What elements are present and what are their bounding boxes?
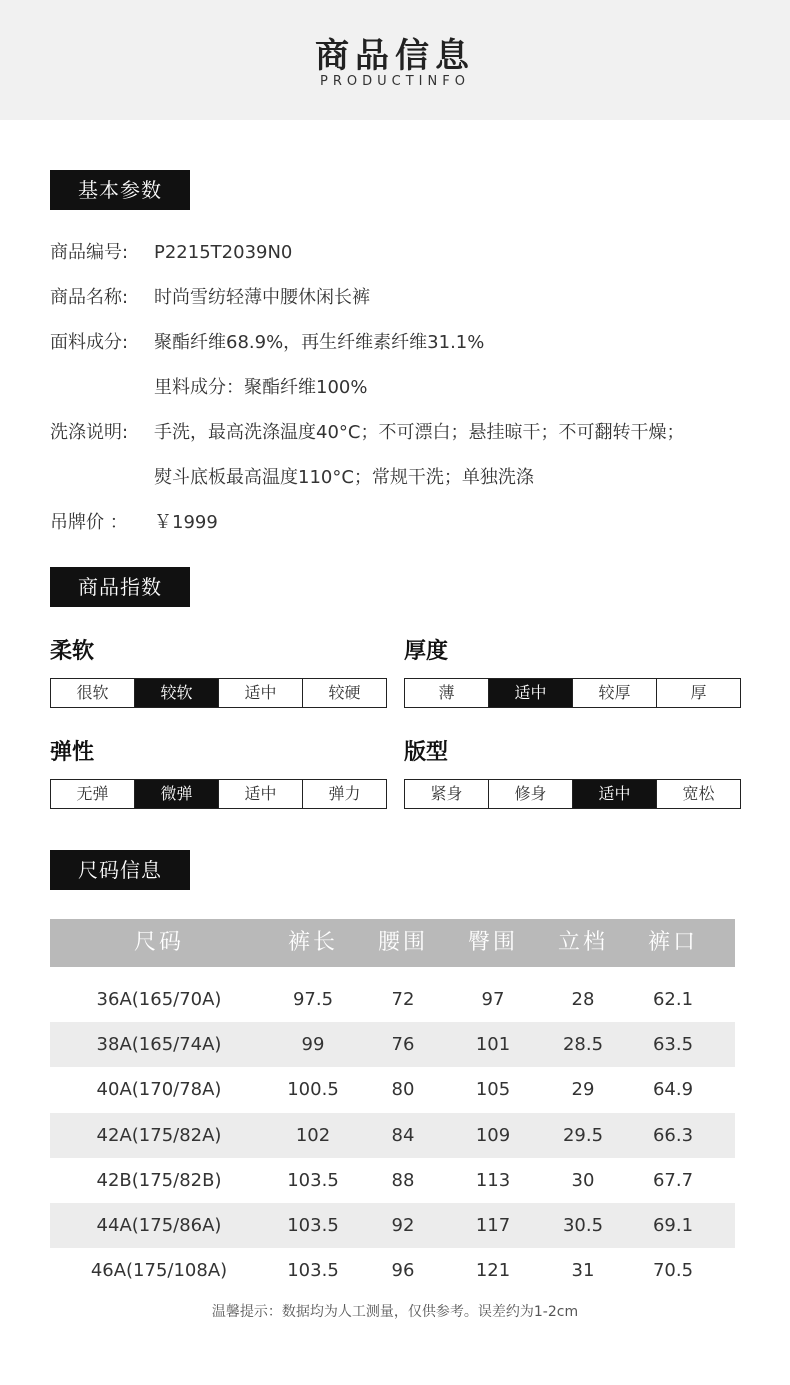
scale-option: 薄 <box>405 679 489 707</box>
param-label: 面料成分: <box>50 332 129 353</box>
table-row <box>50 977 735 1022</box>
size-table-body <box>50 967 735 1293</box>
table-cell: 66.3 <box>652 1124 694 1146</box>
table-cell: 88 <box>391 1169 415 1191</box>
table-cell: 92 <box>391 1214 415 1236</box>
table-cell: 38A(165/74A) <box>96 1034 222 1056</box>
index-title-softness: 柔软 <box>50 639 95 664</box>
size-info-tag: 尺码信息 <box>50 850 190 890</box>
table-cell: 96 <box>391 1260 415 1282</box>
table-cell: 44A(175/86A) <box>96 1214 222 1236</box>
scale-option: 很软 <box>51 679 135 707</box>
table-cell: 109 <box>475 1124 511 1146</box>
table-cell: 28.5 <box>562 1034 604 1056</box>
param-value: 聚酯纤维68.9%，再生纤维素纤维31.1% <box>154 332 485 353</box>
table-row <box>50 1113 735 1158</box>
index-title-fit: 版型 <box>404 740 449 765</box>
param-row-washing-2 <box>50 463 534 489</box>
table-cell: 69.1 <box>652 1214 694 1236</box>
table-cell: 64.9 <box>652 1079 694 1101</box>
param-row-price <box>50 508 218 534</box>
basic-params-tag: 基本参数 <box>50 170 190 210</box>
table-cell: 30.5 <box>562 1214 604 1236</box>
param-label: 商品名称: <box>50 287 129 308</box>
param-row-lining <box>50 373 367 399</box>
table-cell: 121 <box>475 1260 511 1282</box>
index-title-elasticity: 弹性 <box>50 740 95 765</box>
measurement-note: 温馨提示：数据均为人工测量，仅供参考。误差约为1-2cm <box>211 1304 579 1320</box>
scale-option: 微弹 <box>135 780 219 808</box>
table-cell: 101 <box>475 1034 511 1056</box>
table-cell: 42B(175/82B) <box>96 1169 222 1191</box>
softness-scale <box>50 678 387 708</box>
table-row <box>50 1158 735 1203</box>
param-value: 熨斗底板最高温度110°C；常规干洗；单独洗涤 <box>154 467 534 488</box>
scale-option: 修身 <box>489 780 573 808</box>
table-row <box>50 1248 735 1293</box>
scale-option: 适中 <box>573 780 657 808</box>
header-cell: 裤长 <box>287 930 338 955</box>
scale-option: 适中 <box>219 780 303 808</box>
param-value: 手洗，最高洗涤温度40°C；不可漂白；悬挂晾干；不可翻转干燥； <box>154 422 685 443</box>
table-cell: 99 <box>301 1034 325 1056</box>
table-cell: 100.5 <box>287 1079 339 1101</box>
scale-option: 适中 <box>219 679 303 707</box>
table-cell: 117 <box>475 1214 511 1236</box>
product-index-tag: 商品指数 <box>50 567 190 607</box>
table-cell: 28 <box>571 989 595 1010</box>
param-row-name <box>50 283 370 309</box>
table-cell: 113 <box>475 1169 511 1191</box>
thickness-scale <box>404 678 741 708</box>
scale-option: 较硬 <box>328 683 361 702</box>
header-cell: 尺码 <box>133 930 184 955</box>
table-row <box>50 1203 735 1248</box>
scale-option: 紧身 <box>405 780 489 808</box>
table-row <box>50 1067 735 1112</box>
table-row <box>50 1022 735 1067</box>
param-row-washing <box>50 418 684 444</box>
size-table-header <box>50 919 735 967</box>
param-value: 里料成分：聚酯纤维100% <box>154 377 368 398</box>
param-value: 时尚雪纺轻薄中腰休闲长裤 <box>154 287 370 308</box>
param-label: 吊牌价 ： <box>50 512 128 533</box>
page-title: 商品信息 <box>315 36 475 76</box>
param-value: P2215T2039N0 <box>154 242 293 263</box>
scale-option: 厚 <box>690 683 707 702</box>
table-cell: 46A(175/108A) <box>90 1260 228 1282</box>
scale-option: 宽松 <box>682 784 715 803</box>
table-cell: 97.5 <box>292 989 334 1010</box>
table-cell: 31 <box>571 1260 595 1282</box>
scale-option: 较厚 <box>573 679 657 707</box>
page-subtitle: PRODUCTINFO <box>320 74 470 89</box>
table-cell: 42A(175/82A) <box>96 1124 222 1146</box>
table-cell: 29 <box>571 1079 595 1101</box>
param-row-fabric <box>50 328 484 354</box>
table-cell: 76 <box>391 1034 415 1056</box>
elasticity-scale <box>50 779 387 809</box>
table-cell: 80 <box>391 1079 415 1101</box>
size-table <box>50 919 735 1293</box>
table-cell: 29.5 <box>562 1124 604 1146</box>
param-label: 商品编号: <box>50 242 129 263</box>
table-cell: 40A(170/78A) <box>96 1079 222 1101</box>
table-cell: 103.5 <box>287 1260 339 1282</box>
param-value: ￥1999 <box>154 512 218 533</box>
product-info-header <box>0 0 790 120</box>
table-cell: 36A(165/70A) <box>96 989 222 1010</box>
scale-option: 无弹 <box>51 780 135 808</box>
index-title-thickness: 厚度 <box>404 639 449 664</box>
table-cell: 63.5 <box>652 1034 694 1056</box>
scale-option: 弹力 <box>328 784 361 803</box>
table-cell: 62.1 <box>652 989 694 1010</box>
scale-option: 适中 <box>489 679 573 707</box>
param-row-code <box>50 238 292 264</box>
table-cell: 103.5 <box>287 1169 339 1191</box>
table-cell: 67.7 <box>652 1169 694 1191</box>
header-cell: 臀围 <box>467 930 518 955</box>
table-cell: 103.5 <box>287 1214 339 1236</box>
table-cell: 102 <box>295 1124 331 1146</box>
scale-option: 较软 <box>135 679 219 707</box>
param-label: 洗涤说明: <box>50 422 129 443</box>
table-cell: 105 <box>475 1079 511 1101</box>
header-cell: 立档 <box>557 930 608 955</box>
table-cell: 30 <box>571 1169 595 1191</box>
fit-scale <box>404 779 741 809</box>
header-cell: 裤口 <box>647 930 698 955</box>
table-cell: 72 <box>391 989 415 1010</box>
table-cell: 97 <box>481 989 505 1010</box>
table-cell: 84 <box>391 1124 415 1146</box>
header-cell: 腰围 <box>377 930 428 955</box>
table-cell: 70.5 <box>652 1260 694 1282</box>
